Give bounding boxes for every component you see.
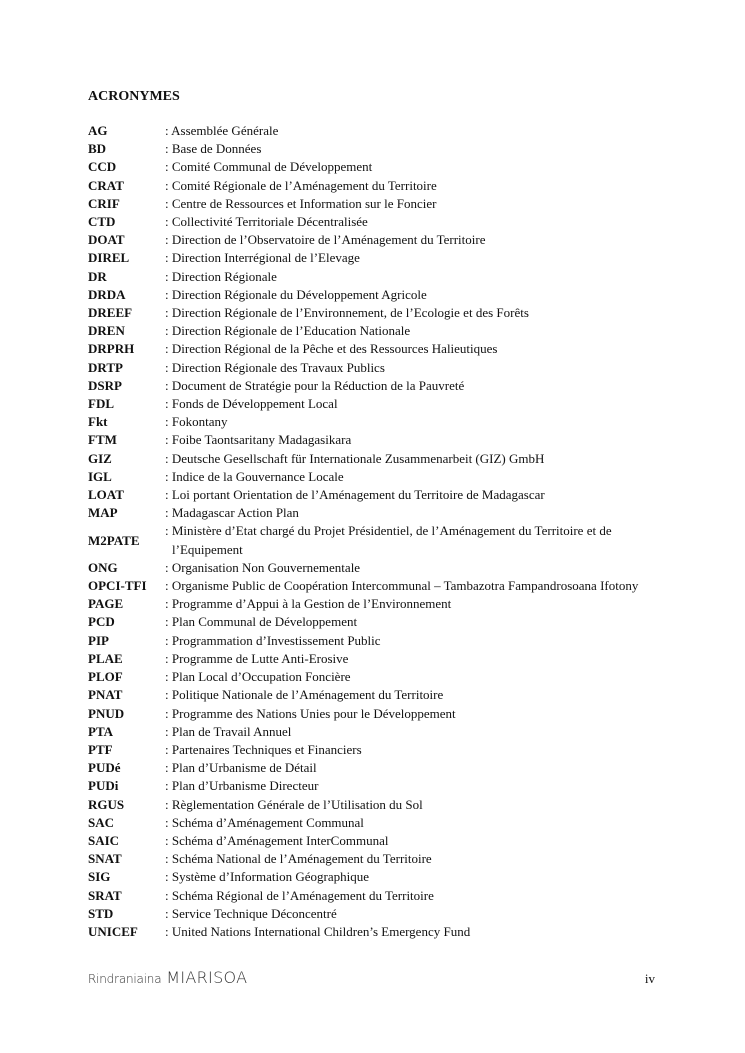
acronym: RGUS xyxy=(88,796,125,812)
acronym: DREN xyxy=(88,323,125,339)
acronym-row xyxy=(88,468,658,486)
acronym: BD xyxy=(88,141,107,157)
acronym-definition: : Document de Stratégie pour la Réduction de la Pauvreté xyxy=(165,377,465,393)
acronym-definition: : Direction Régionale de l’Education Nationale xyxy=(165,323,411,339)
acronym: PUDé xyxy=(88,760,121,776)
acronym: ONG xyxy=(88,559,118,575)
acronym-row xyxy=(88,249,658,267)
acronym-row xyxy=(88,177,658,195)
acronym-row xyxy=(88,559,658,577)
acronym-row xyxy=(88,431,658,449)
acronym-definition: : Programme de Lutte Anti-Erosive xyxy=(165,650,349,666)
acronym-row xyxy=(88,668,658,686)
acronym-definition: : Indice de la Gouvernance Locale xyxy=(165,468,344,484)
acronym-row xyxy=(88,359,658,377)
acronym-definition: : Deutsche Gesellschaft für Internationale Zusammenarbeit (GIZ) GmbH xyxy=(165,450,545,466)
acronym-definition: : Service Technique Déconcentré xyxy=(165,905,337,921)
acronym-definition: : Direction Régional de la Pêche et des Ressources Halieutiques xyxy=(165,341,498,357)
acronym-row xyxy=(88,522,658,558)
acronym-row xyxy=(88,213,658,231)
acronym: CCD xyxy=(88,159,117,175)
acronym: DRPRH xyxy=(88,341,135,357)
acronym: AG xyxy=(88,123,108,138)
acronym: MAP xyxy=(88,505,118,521)
acronym-definition: : Madagascar Action Plan xyxy=(165,505,299,521)
acronym-definition: : Ministère d’Etat chargé du Projet Présidentiel, de l’Aménagement du Territoire et de l’Equipement xyxy=(165,523,612,557)
acronym: PCD xyxy=(88,614,115,630)
acronym: PLOF xyxy=(88,669,123,685)
acronym-row xyxy=(88,504,658,522)
acronym-row xyxy=(88,632,658,650)
acronym-row xyxy=(88,705,658,723)
acronym-row xyxy=(88,140,658,158)
acronym: CRIF xyxy=(88,195,120,211)
acronym-row xyxy=(88,759,658,777)
acronym: PTF xyxy=(88,741,113,757)
author-last-name: MIARISOA xyxy=(166,968,248,987)
acronym-row xyxy=(88,395,658,413)
acronym-definition: : Direction Régionale de l’Environnement, de l’Ecologie et des Forêts xyxy=(165,305,529,321)
acronym-definition: : Règlementation Générale de l’Utilisation du Sol xyxy=(165,796,423,812)
page-footer xyxy=(88,968,658,987)
acronym-definition: : Plan d’Urbanisme de Détail xyxy=(165,760,317,776)
acronym: PNUD xyxy=(88,705,125,721)
acronym-row xyxy=(88,723,658,741)
acronym-definition: : Collectivité Territoriale Décentralisée xyxy=(165,214,368,230)
acronym: PNAT xyxy=(88,687,123,703)
page-number: iv xyxy=(644,971,655,986)
acronym: PTA xyxy=(88,723,114,739)
acronym-definition: : Schéma National de l’Aménagement du Territoire xyxy=(165,851,432,867)
acronym-definition: : Système d’Information Géographique xyxy=(165,869,369,885)
acronym-row xyxy=(88,650,658,668)
acronym: DSRP xyxy=(88,377,122,393)
acronym-row xyxy=(88,741,658,759)
acronym-row xyxy=(88,577,658,595)
acronym-row xyxy=(88,832,658,850)
acronym-row xyxy=(88,486,658,504)
acronym: PUDi xyxy=(88,778,119,794)
acronym-row xyxy=(88,905,658,923)
acronym: DR xyxy=(88,268,107,284)
acronym-definition: : Programme des Nations Unies pour le Développement xyxy=(165,705,456,721)
acronym-definition: : Fokontany xyxy=(165,414,228,430)
acronym-row xyxy=(88,322,658,340)
acronym-definition: : Direction Régionale des Travaux Publics xyxy=(165,359,385,375)
acronym: OPCI-TFI xyxy=(88,578,147,594)
acronym: PAGE xyxy=(88,596,124,612)
acronym-row xyxy=(88,195,658,213)
acronym: SAIC xyxy=(88,832,120,848)
acronym-definition: : Centre de Ressources et Information sur le Foncier xyxy=(165,195,437,211)
acronym-definition: : Foibe Taontsaritany Madagasikara xyxy=(165,432,352,448)
acronym-definition: : Plan de Travail Annuel xyxy=(165,723,292,739)
acronym: DRTP xyxy=(88,359,123,375)
acronym-definition: : Programme d’Appui à la Gestion de l’Environnement xyxy=(165,596,452,612)
acronym: CRAT xyxy=(88,177,124,193)
acronym-definition: : Schéma Régional de l’Aménagement du Territoire xyxy=(165,887,434,903)
acronym-row xyxy=(88,613,658,631)
acronym-definition: : Direction Régionale du Développement Agricole xyxy=(165,286,427,302)
acronym-row xyxy=(88,304,658,322)
acronym-row xyxy=(88,450,658,468)
acronym-definition: : Direction de l’Observatoire de l’Aménagement du Territoire xyxy=(165,232,486,248)
author-name xyxy=(88,968,247,987)
acronym: SAC xyxy=(88,814,115,830)
acronym-row xyxy=(88,286,658,304)
acronym-definition: : Plan Communal de Développement xyxy=(165,614,358,630)
acronym-row xyxy=(88,231,658,249)
acronym: DOAT xyxy=(88,232,125,248)
acronym: FDL xyxy=(88,396,114,412)
acronym-row xyxy=(88,814,658,832)
acronym: DIREL xyxy=(88,250,130,266)
acronym-definition: : Direction Interrégional de l’Elevage xyxy=(165,250,360,266)
acronym: CTD xyxy=(88,214,116,230)
acronym-definition: : Assemblée Générale xyxy=(165,123,279,138)
acronym: DREEF xyxy=(88,305,133,321)
acronym: SRAT xyxy=(88,887,122,903)
acronym-definition: : Plan Local d’Occupation Foncière xyxy=(165,669,351,685)
acronym: LOAT xyxy=(88,487,124,503)
acronym-definition: : Programmation d’Investissement Public xyxy=(165,632,381,648)
acronym-definition: : Base de Données xyxy=(165,141,262,157)
acronym: PLAE xyxy=(88,650,123,666)
acronym-row xyxy=(88,887,658,905)
acronym: SNAT xyxy=(88,851,122,867)
author-first-name: Rindraniaina xyxy=(88,972,162,986)
acronym-row xyxy=(88,268,658,286)
acronym: SIG xyxy=(88,869,111,885)
acronym-definition: : Schéma d’Aménagement InterCommunal xyxy=(165,832,389,848)
acronym-definition: : United Nations International Children’s Emergency Fund xyxy=(165,923,471,939)
acronym-definition: : Plan d’Urbanisme Directeur xyxy=(165,778,319,794)
acronym-row xyxy=(88,777,658,795)
acronym: FTM xyxy=(88,432,117,448)
acronym-row xyxy=(88,122,658,140)
acronym-row xyxy=(88,868,658,886)
acronym: M2PATE xyxy=(88,532,140,548)
acronym: PIP xyxy=(88,632,109,648)
acronym-row xyxy=(88,377,658,395)
acronym: Fkt xyxy=(88,414,108,430)
acronym: DRDA xyxy=(88,286,126,302)
acronym: IGL xyxy=(88,468,112,484)
acronym-list xyxy=(88,122,658,941)
acronym-definition: : Politique Nationale de l’Aménagement du Territoire xyxy=(165,687,444,703)
acronym-definition: : Comité Régionale de l’Aménagement du Territoire xyxy=(165,177,437,193)
acronym-row xyxy=(88,413,658,431)
acronym-definition: : Organisme Public de Coopération Intercommunal – Tambazotra Fampandrosoana Ifotony xyxy=(165,578,639,594)
acronym-definition: : Organisation Non Gouvernementale xyxy=(165,559,361,575)
page-title: ACRONYMES xyxy=(88,89,180,104)
acronym-definition: : Partenaires Techniques et Financiers xyxy=(165,741,362,757)
acronym-definition: : Comité Communal de Développement xyxy=(165,159,373,175)
acronym-definition: : Loi portant Orientation de l’Aménagement du Territoire de Madagascar xyxy=(165,487,545,503)
acronym: UNICEF xyxy=(88,923,138,939)
acronym-row xyxy=(88,923,658,941)
acronym-row xyxy=(88,796,658,814)
acronym-definition: : Fonds de Développement Local xyxy=(165,396,338,412)
acronym: GIZ xyxy=(88,450,112,466)
acronym-definition: : Schéma d’Aménagement Communal xyxy=(165,814,364,830)
acronym-row xyxy=(88,340,658,358)
acronym-row xyxy=(88,686,658,704)
acronym: STD xyxy=(88,905,114,921)
acronym-row xyxy=(88,850,658,868)
acronym-definition: : Direction Régionale xyxy=(165,268,277,284)
acronym-row xyxy=(88,158,658,176)
acronym-row xyxy=(88,595,658,613)
